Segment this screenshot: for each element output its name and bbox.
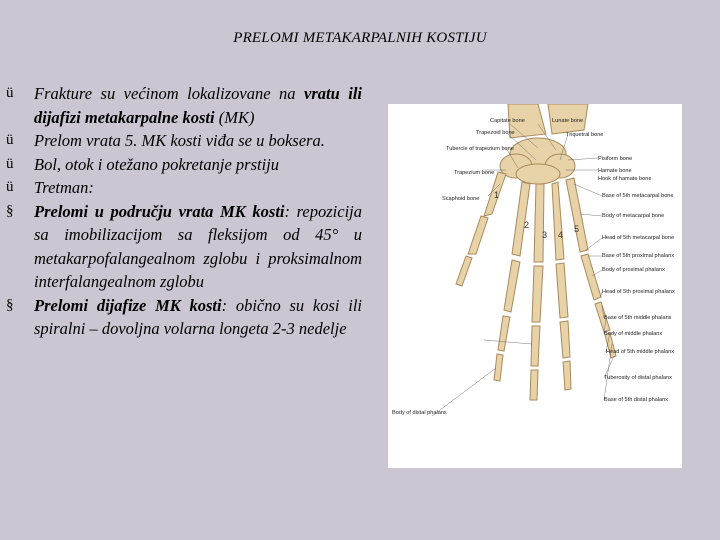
bullet-item xyxy=(6,129,362,153)
checkmark-icon: ü xyxy=(6,85,14,101)
bullet-text: Bol, otok i otežano pokretanje prstiju xyxy=(34,154,280,174)
bullet-item xyxy=(6,153,362,177)
checkmark-icon: ü xyxy=(6,155,14,172)
label-scaphoid: Scaphoid bone xyxy=(442,196,480,202)
bullet-text-bold: vratu ili dijafizi metakarpalne kosti xyxy=(34,84,362,127)
bullet-item xyxy=(6,82,362,129)
label-body-proximal: Body of proximal phalanx xyxy=(602,267,665,273)
bullet-item xyxy=(6,294,362,341)
section-marker-icon: § xyxy=(6,202,14,219)
bullet-text: : repozicija sa imobilizacijom sa fleksijom od 45° u metakarpofalangealnom zglobu i proksimalnom interfalangealnom zglobu xyxy=(34,201,362,291)
label-tuberosity-distal: Tuberosity of distal phalanx xyxy=(604,375,672,381)
label-base-5th-middle: Base of 5th middle phalanx xyxy=(604,315,672,321)
label-triquetral: Triquetral bone xyxy=(566,132,604,138)
bullet-list xyxy=(6,82,362,341)
bullet-text-bold: Prelomi u području vrata MK kosti xyxy=(34,201,285,221)
label-head-5th-middle: Head of 5th middle phalanx xyxy=(606,349,675,355)
finger-number-1: 1 xyxy=(494,190,500,200)
label-body-metacarpal: Body of metacarpal bone xyxy=(602,213,665,219)
finger-number-3: 3 xyxy=(542,230,548,240)
label-body-middle: Body of middle phalanx xyxy=(604,331,663,337)
label-trapezium: Trapezium bone xyxy=(454,170,495,176)
section-marker-icon: § xyxy=(6,296,14,313)
bullet-text: Frakture su većinom lokalizovane na xyxy=(34,84,304,103)
bullet-item xyxy=(6,200,362,294)
label-head-5th-metacarpal: Head of 5th metacarpal bone xyxy=(602,235,675,241)
bullet-text: Prelom vrata 5. MK kosti viđa se u boksera. xyxy=(34,131,325,150)
hand-skeleton-figure xyxy=(388,104,682,468)
bullet-text: Tretman: xyxy=(34,178,94,197)
bullet-text-bold: Prelomi dijafize MK kosti xyxy=(34,295,222,315)
label-pisiform: Pisiform bone xyxy=(598,156,633,162)
label-head-5th-proximal: Head of 5th proximal phalanx xyxy=(602,289,675,295)
finger-number-5: 5 xyxy=(574,224,580,234)
label-lunate: Lunate bone xyxy=(552,118,584,124)
checkmark-icon: ü xyxy=(6,179,14,195)
label-body-distal: Body of distal phalanx xyxy=(392,410,447,416)
bullet-text: : obično su kosi ili spiralni – dovoljna volarna longeta 2-3 nedelje xyxy=(34,295,362,338)
label-hook-hamate: Hook of hamate bone xyxy=(598,176,652,182)
label-base-5th-distal: Base of 5th distal phalanx xyxy=(604,397,669,403)
label-tubercle-trapezium: Tubercle of trapezium bone xyxy=(446,146,514,152)
bullet-item xyxy=(6,176,362,200)
label-base-5th-proximal: Base of 5th proximal phalanx xyxy=(602,253,675,259)
bullet-text: (MK) xyxy=(214,107,255,127)
finger-number-4: 4 xyxy=(558,230,564,240)
checkmark-icon: ü xyxy=(6,132,14,148)
label-hamate: Hamate bone xyxy=(598,168,632,174)
label-trapezoid: Trapezoid bone xyxy=(476,130,515,136)
slide-title: PRELOMI METAKARPALNIH KOSTIJU xyxy=(233,30,487,46)
label-capitate: Capitate bone xyxy=(490,118,525,124)
label-base-5th-metacarpal: Base of 5th metacarpal bone xyxy=(602,193,674,199)
finger-number-2: 2 xyxy=(524,220,530,230)
